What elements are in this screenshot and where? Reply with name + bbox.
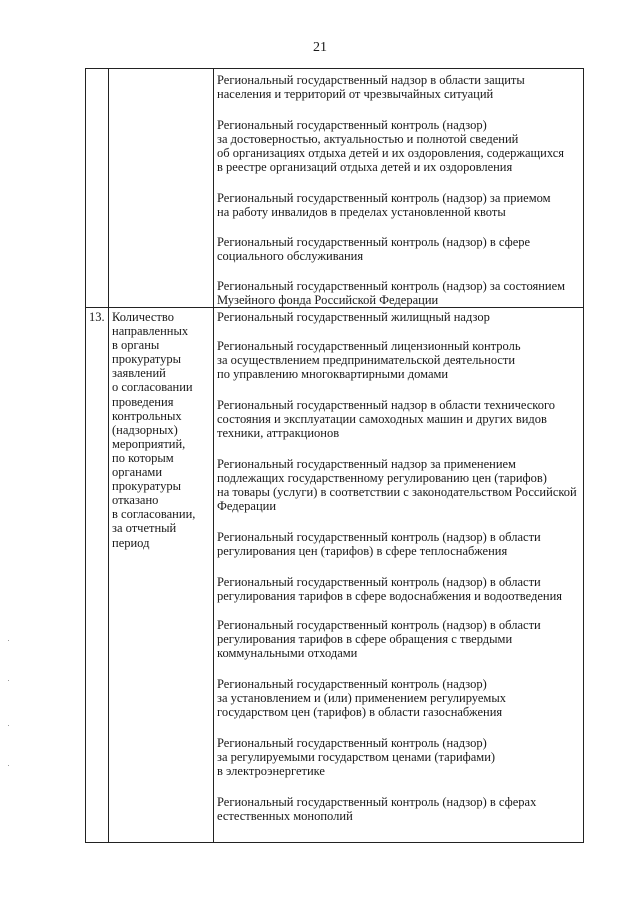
column-divider	[108, 69, 109, 842]
scan-specks	[5, 640, 13, 770]
indicators-table	[85, 68, 584, 843]
row-item: Региональный государственный контроль (надзор) в сферах естественных монополий	[217, 795, 537, 824]
row-item: Региональный государственный надзор в области технического состояния и эксплуатации самоходных машин и других видов техники, аттракционов	[217, 398, 556, 441]
continued-item: Региональный государственный надзор в области защиты населения и территорий от чрезвычайных ситуаций	[217, 73, 525, 102]
row-item: Региональный государственный надзор за применением подлежащих государственному регулированию цен (тарифов) на товары (услуги) в соответствии с законодательством Российской Федерации	[217, 457, 577, 514]
row-item: Региональный государственный контроль (надзор) за установлением и (или) применением регулируемых государством цен (тарифов) в области газоснабжения	[217, 677, 506, 720]
continued-item: Региональный государственный контроль (надзор) в сфере социального обслуживания	[217, 235, 531, 264]
row-item: Региональный государственный лицензионный контроль за осуществлением предпринимательской деятельности по управлению многоквартирными домами	[217, 339, 521, 382]
continued-item: Региональный государственный контроль (надзор) за состоянием Музейного фонда Российской Федерации	[217, 279, 566, 308]
row-number: 13.	[89, 310, 105, 324]
continued-item: Региональный государственный контроль (надзор) за достоверностью, актуальностью и полнотой сведений об организациях отдыха детей и их оздоровления, содержащихся в реестре организаций отдыха детей и их оздоровления	[217, 118, 565, 175]
row-criterion: Количество направленных в органы прокуратуры заявлений о согласовании проведения контрольных (надзорных) мероприятий, по которым органами прокуратуры отказано в согласовании, за отчетный период	[112, 310, 196, 550]
column-divider	[213, 69, 214, 842]
row-item: Региональный государственный контроль (надзор) за регулируемыми государством ценами (тарифами) в электроэнергетике	[217, 736, 496, 779]
page-number: 21	[313, 40, 327, 55]
row-item: Региональный государственный контроль (надзор) в области регулирования тарифов в сфере обращения с твердыми коммунальными отходами	[217, 618, 541, 661]
row-item: Региональный государственный жилищный надзор	[217, 310, 490, 324]
row-item: Региональный государственный контроль (надзор) в области регулирования тарифов в сфере водоснабжения и водоотведения	[217, 575, 563, 604]
row-item: Региональный государственный контроль (надзор) в области регулирования цен (тарифов) в сфере теплоснабжения	[217, 530, 541, 559]
continued-item: Региональный государственный контроль (надзор) за приемом на работу инвалидов в пределах установленной квоты	[217, 191, 551, 220]
